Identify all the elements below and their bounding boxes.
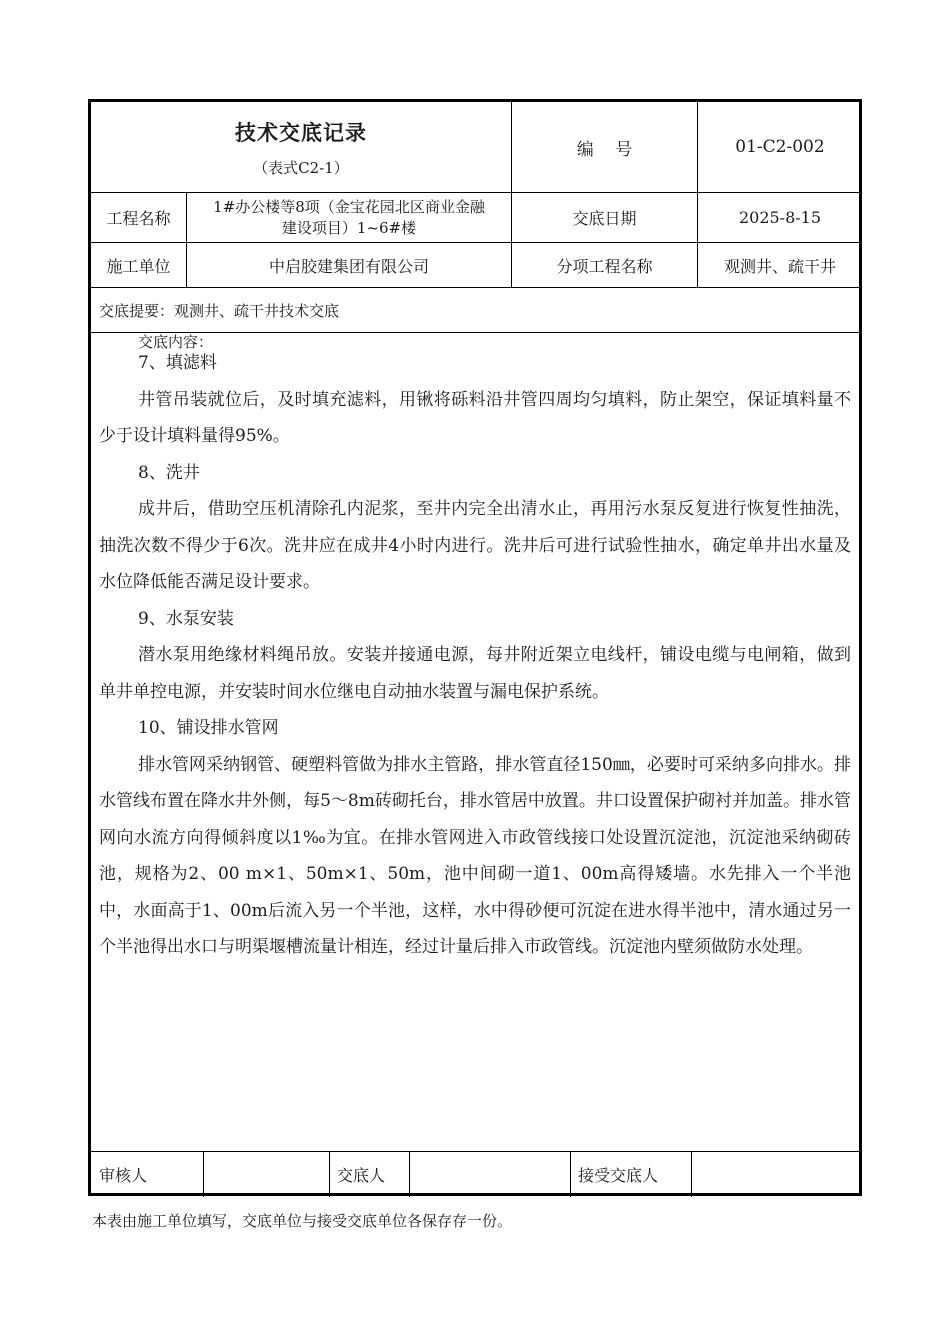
number-value: 01-C2-002 bbox=[735, 137, 825, 157]
title-block bbox=[91, 102, 511, 192]
form-title: 技术交底记录 bbox=[235, 119, 367, 145]
section-text: 潜水泵用绝缘材料绳吊放。安装并接通电源，每井附近架立电线杆，铺设电缆与电闸箱，做到单井单控电源，并安装时间水位继电自动抽水装置与漏电保护系统。 bbox=[99, 645, 851, 702]
section-heading: 8、洗井 bbox=[138, 462, 200, 483]
subitem-label: 分项工程名称 bbox=[556, 256, 653, 276]
section-text: 排水管网采纳钢管、硬塑料管做为排水主管路，排水管直径150㎜，必要时可采纳多向排水。排水管线布置在降水井外侧，每5～8m砖砌托台，排水管居中放置。井口设置保护砌衬并加盖。排水管网向水流方向得倾斜度以1‰为宜。在排水管网进入市政管线接口处设置沉淀池，沉淀池采纳砌砖池，规格为2、00 m×1、50m×1、50m，池中间砌一道1、00m高得矮墙。水先排入一个半池中，水面高于1、00m后流入另一个半池，这样，水中得砂便可沉淀在进水得半池中，清水通过另一个半池得出水口与明渠堰槽流量计相连，经过计量后排入市政管线。沉淀池内壁须做防水处理。 bbox=[99, 754, 851, 957]
number-label: 编 号 bbox=[576, 139, 633, 160]
project-name-value bbox=[187, 193, 511, 242]
reviewer-value bbox=[204, 1152, 329, 1197]
section-heading: 9、水泵安装 bbox=[138, 608, 234, 629]
disclosure-content bbox=[99, 345, 851, 966]
subitem-value: 观测井、疏干井 bbox=[723, 256, 836, 276]
project-name-label: 工程名称 bbox=[106, 209, 171, 228]
receiver-value bbox=[692, 1152, 862, 1197]
section-heading: 7、填滤料 bbox=[138, 353, 217, 373]
section-text: 井管吊装就位后，及时填充滤料，用锹将砾料沿井管四周均匀填料，防止架空，保证填料量不少于设计填料量得95%。 bbox=[99, 389, 851, 446]
discloser-value bbox=[410, 1152, 570, 1197]
construction-unit-label: 施工单位 bbox=[106, 256, 171, 276]
footnote: 本表由施工单位填写，交底单位与接受交底单位各保存存一份。 bbox=[92, 1212, 513, 1230]
date-label: 交底日期 bbox=[572, 209, 637, 228]
form-subtitle: （表式C2-1） bbox=[253, 158, 349, 177]
construction-unit-value: 中启胶建集团有限公司 bbox=[268, 256, 429, 276]
project-name-line2: 建设项目）1~6#楼 bbox=[281, 218, 417, 237]
discloser-label: 交底人 bbox=[337, 1166, 386, 1185]
col-divider bbox=[329, 1151, 330, 1197]
content-label: 交底内容： bbox=[138, 333, 214, 351]
section-text: 成井后，借助空压机清除孔内泥浆，至井内完全出清水止，再用污水泵反复进行恢复性抽洗，抽洗次数不得少于6次。洗井应在成井4小时内进行。洗井后可进行试验性抽水，确定单井出水量及水位降低能否满足设计要求。 bbox=[99, 499, 851, 592]
col-divider bbox=[570, 1151, 571, 1197]
disclosure-summary: 交底提要：观测井、疏干井技术交底 bbox=[99, 301, 340, 320]
reviewer-label: 审核人 bbox=[99, 1166, 148, 1185]
disclosure-form bbox=[88, 99, 862, 1196]
project-name-line1: 1#办公楼等8项（金宝花园北区商业金融 bbox=[213, 197, 485, 216]
date-value: 2025-8-15 bbox=[738, 208, 822, 227]
receiver-label: 接受交底人 bbox=[578, 1166, 659, 1185]
section-heading: 10、铺设排水管网 bbox=[138, 718, 279, 738]
